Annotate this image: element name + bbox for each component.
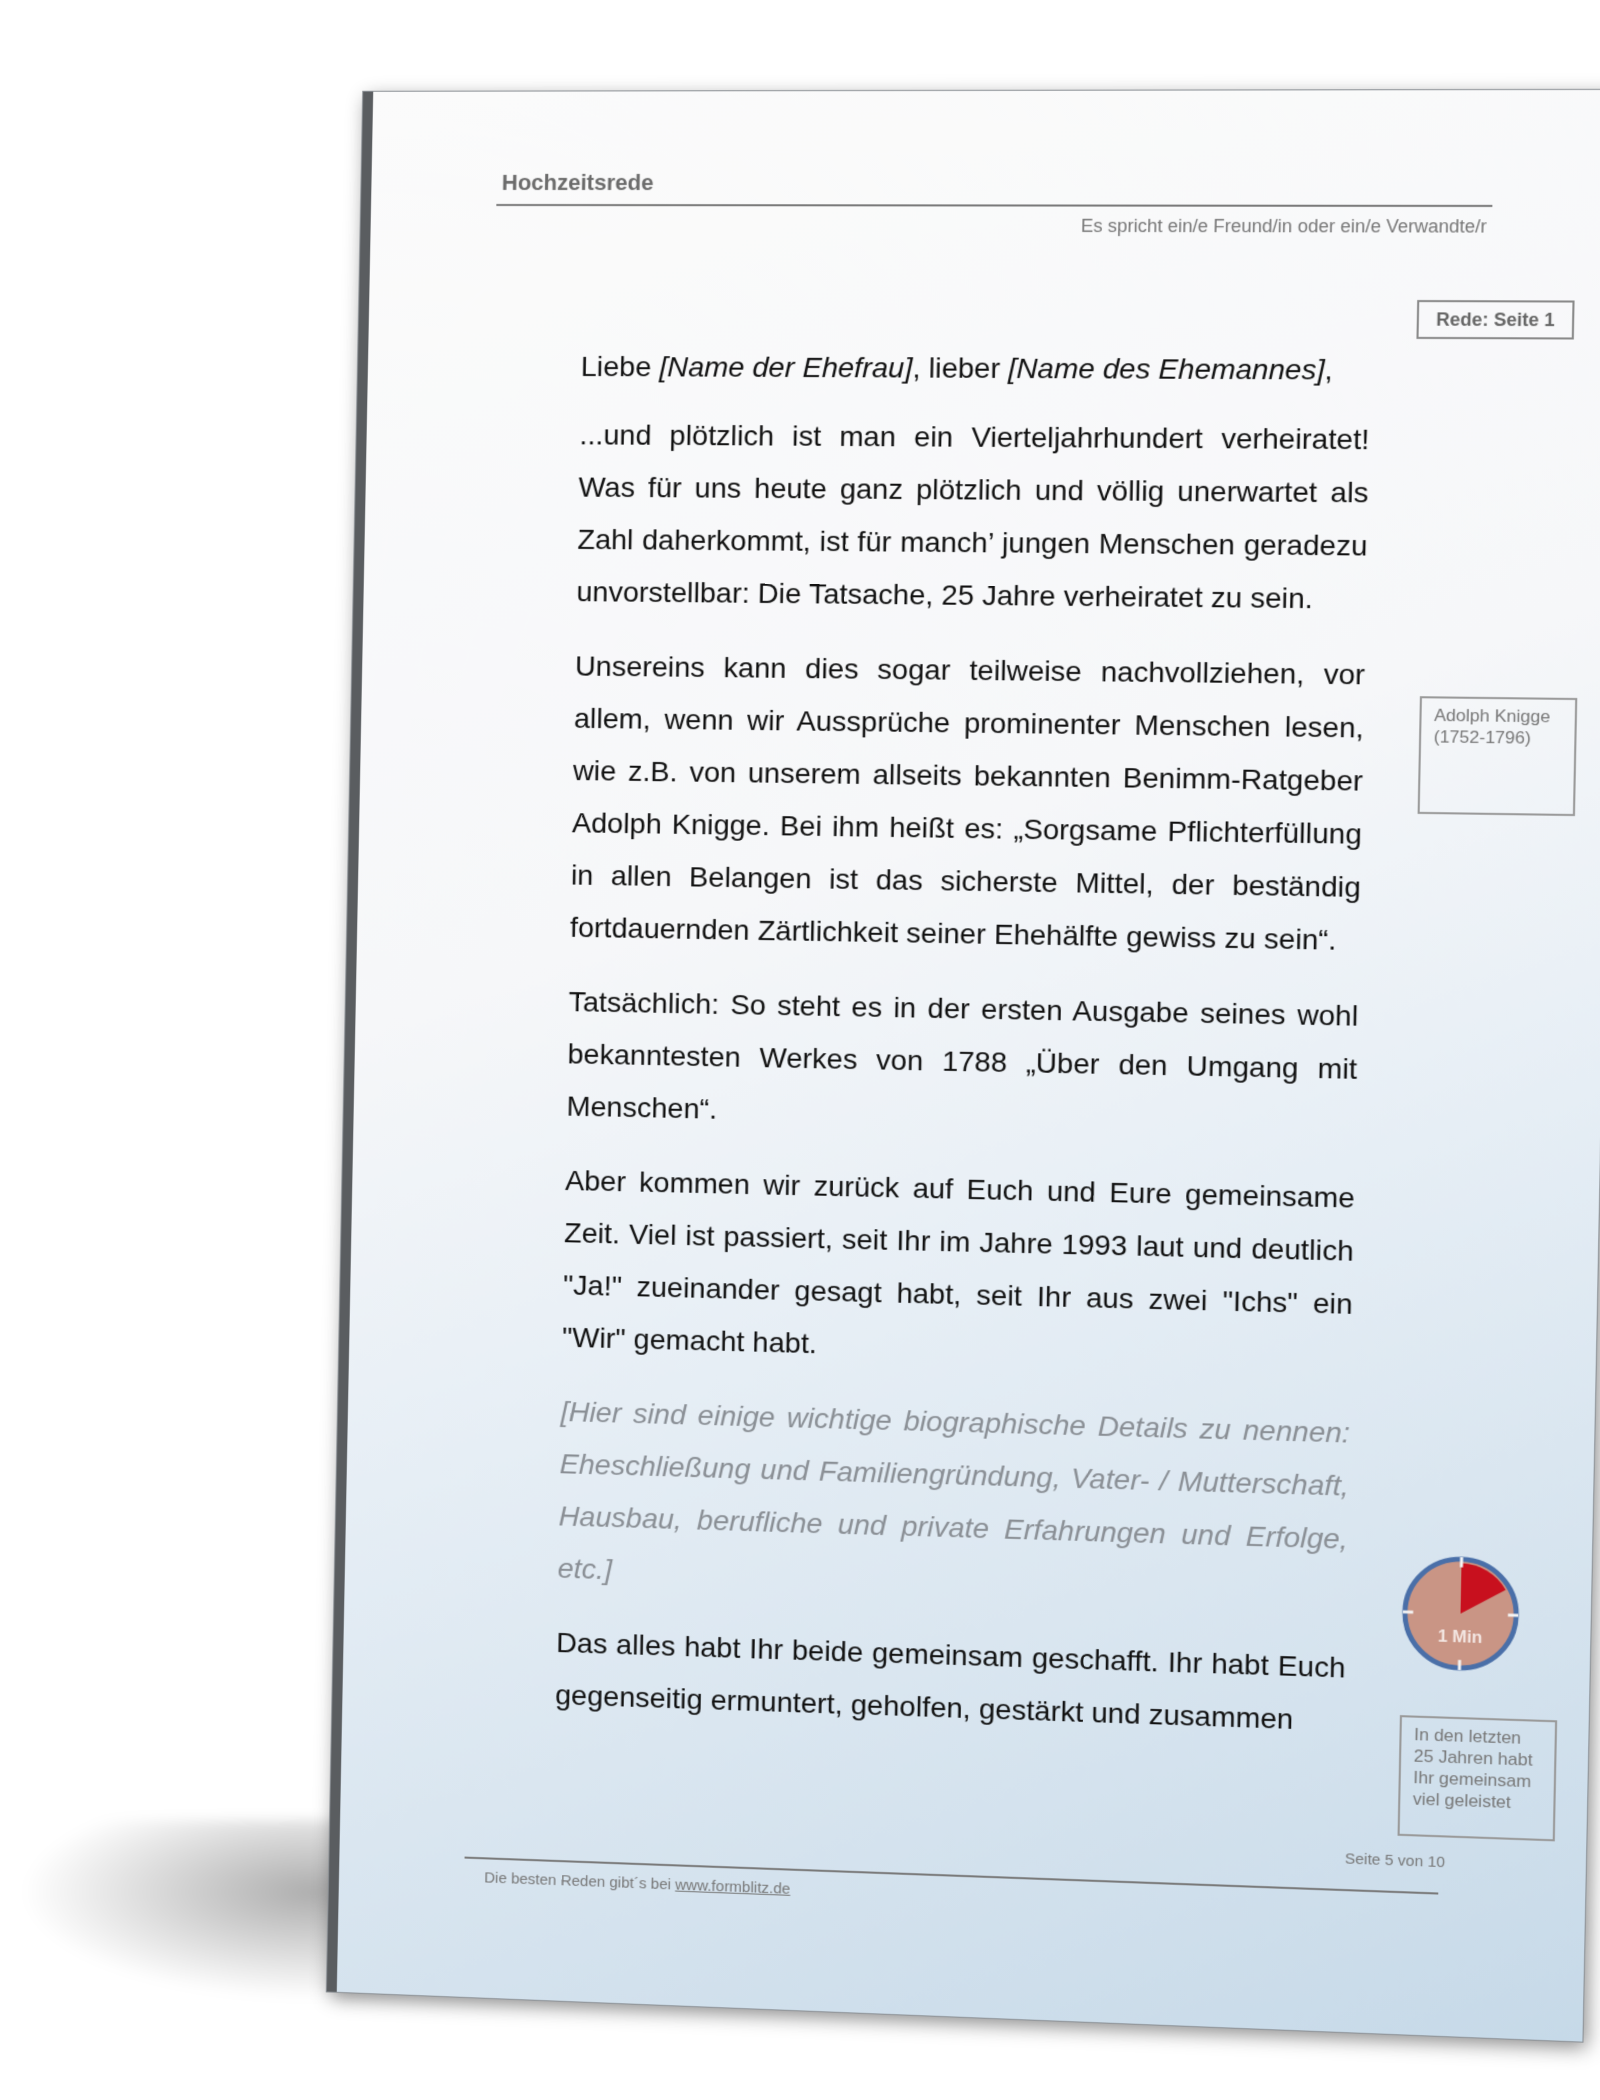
document-page [327,90,1600,2042]
clock-icon [1398,1551,1524,1676]
paragraph-4: Aber kommen wir zurück auf Euch und Eure gemeinsame Zeit. Viel ist passiert, seit Ihr im Jahre 1993 laut und deutlich "Ja!" zueinander gesagt habt, seit Ihr aus zwei "Ichs" ein "Wir" gemacht habt. [561,1164,1355,1361]
footer-link[interactable]: www.formblitz.de [675,1876,791,1898]
header-title: Hochzeitsrede [501,169,654,196]
side-note-knigge [1418,696,1578,816]
clock-label: 1 Min [1437,1625,1483,1647]
side-note-years: (1752-1796) [1433,727,1532,748]
side-note-summary: In den letzten 25 Jahren habt Ihr gemeinsam viel geleistet [1398,1715,1558,1841]
side-note-name: Adolph Knigge [1433,705,1551,727]
paragraph-5: Das alles habt Ihr beide gemeinsam geschafft. Ihr habt Euch gegenseitig ermuntert, geholfen, gestärkt und zusammen [554,1626,1346,1737]
footer-page-number: Seite 5 von 10 [1344,1850,1446,1872]
page-label-box: Rede: Seite 1 [1416,300,1574,339]
header-subtitle: Es spricht ein/e Freund/in oder ein/e Verwandte/r [1080,215,1487,237]
wife-name-placeholder: [Name der Ehefrau] [658,351,913,385]
biographical-note: [Hier sind einige wichtige biographische Details zu nennen: Eheschließung und Familiengründung, Vater- / Mutterschaft, Hausbau, berufliche und private Erfahrungen und Erfolge, etc.] [557,1395,1351,1587]
paragraph-3: Tatsächlich: So steht es in der ersten Ausgabe seines wohl bekanntesten Werkes von 1788 „Über den Umgang mit Menschen“. [566,986,1359,1126]
paragraph-1: ...und plötzlich ist man ein Vierteljahrhundert verheiratet! Was für uns heute ganz plötzlich und völlig unerwartet als Zahl daherkommt, ist für manch’ jungen Menschen geradezu unvorstellbar: Die Tatsache, 25 Jahre verheiratet zu sein. [576,419,1370,616]
header-rule [496,204,1492,207]
speech-body [554,341,1371,1771]
paragraph-2: Unsereins kann dies sogar teilweise nachvollziehen, vor allem, wenn wir Aussprüche prominenter Menschen lesen, wie z.B. von unserem allseits bekannten Benimm-Ratgeber Adolph Knigge. Bei ihm heißt es: „Sorgsame Pflichterfüllung in allen Belangen ist das sicherste Mittel, der beständig fortdauernden Zärtlichkeit seiner Ehehälfte gewiss zu sein“. [569,650,1366,957]
clock-face [1404,1558,1517,1670]
salutation: Liebe [Name der Ehefrau], lieber [Name des Ehemannes], [580,350,1334,387]
footer-text: Die besten Reden gibt´s bei www.formblitz.de [484,1869,791,1898]
husband-name-placeholder: [Name des Ehemannes] [1007,352,1325,387]
